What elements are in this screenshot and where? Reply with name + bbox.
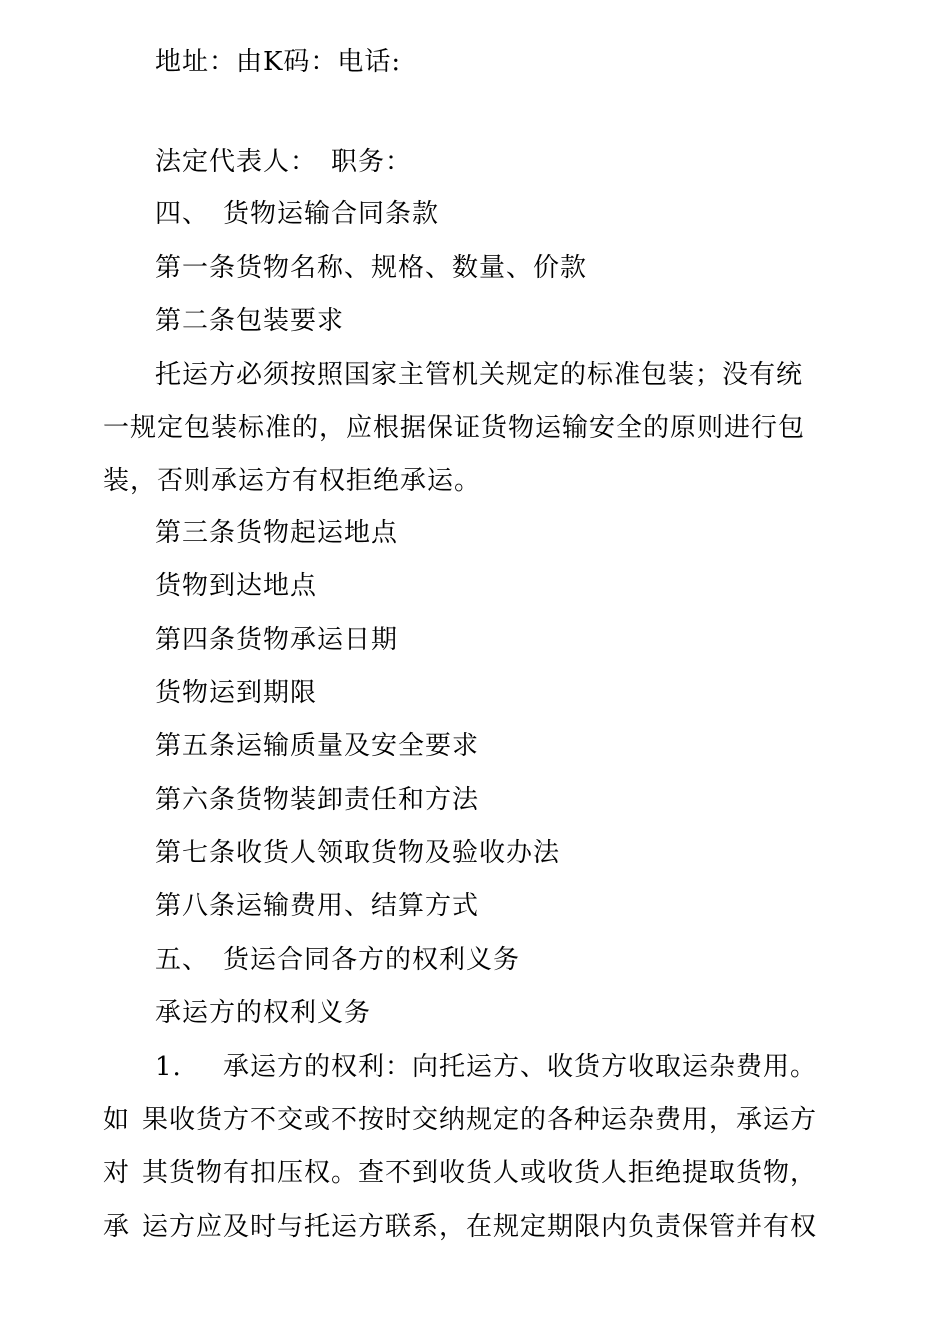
item-1-continuation — [103, 1157, 817, 1189]
item-number: 1. — [155, 1052, 182, 1082]
clause-7: 第七条收货人领取货物及验收办法 — [155, 838, 561, 868]
line-rest: 果收货方不交或不按时交纳规定的各种运杂费用，承运方 — [142, 1105, 818, 1135]
item-text: 承运方的权利：向托运方、收货方收取运杂费用。 — [223, 1052, 818, 1082]
line-rest: 其货物有扣压权。查不到收货人或收货人拒绝提取货物， — [142, 1158, 818, 1188]
clause-8: 第八条运输费用、结算方式 — [155, 891, 480, 921]
item-1-line — [155, 1051, 817, 1083]
clause-1: 第一条货物名称、规格、数量、价款 — [155, 253, 588, 283]
address-line: 地址：由K码：电话: — [155, 47, 402, 77]
clause-4-deadline: 货物运到期限 — [155, 678, 318, 708]
paragraph-line: 一规定包装标准的，应根据保证货物运输安全的原则进行包 — [103, 413, 806, 443]
section-heading-5: 五、 货运合同各方的权利义务 — [155, 945, 521, 975]
legal-rep-line: 法定代表人： 职务： — [155, 147, 413, 177]
clause-6: 第六条货物装卸责任和方法 — [155, 785, 480, 815]
clause-5: 第五条运输质量及安全要求 — [155, 731, 480, 761]
paragraph-line: 托运方必须按照国家主管机关规定的标准包装；没有统 — [155, 360, 804, 390]
clause-3-destination: 货物到达地点 — [155, 571, 318, 601]
line-rest: 运方应及时与托运方联系，在规定期限内负责保管并有权 — [142, 1212, 818, 1242]
clause-2: 第二条包装要求 — [155, 306, 345, 336]
clause-4: 第四条货物承运日期 — [155, 625, 399, 655]
line-lead-char: 如 — [103, 1105, 131, 1135]
line-lead-char: 承 — [103, 1212, 131, 1242]
line-lead-char: 对 — [103, 1158, 131, 1188]
paragraph-line: 装，否则承运方有权拒绝承运。 — [103, 466, 482, 496]
item-1-continuation — [103, 1104, 817, 1136]
section-heading-4: 四、 货物运输合同条款 — [155, 199, 440, 229]
subsection-heading: 承运方的权利义务 — [155, 998, 372, 1028]
clause-3: 第三条货物起运地点 — [155, 518, 399, 548]
item-1-continuation — [103, 1211, 817, 1243]
